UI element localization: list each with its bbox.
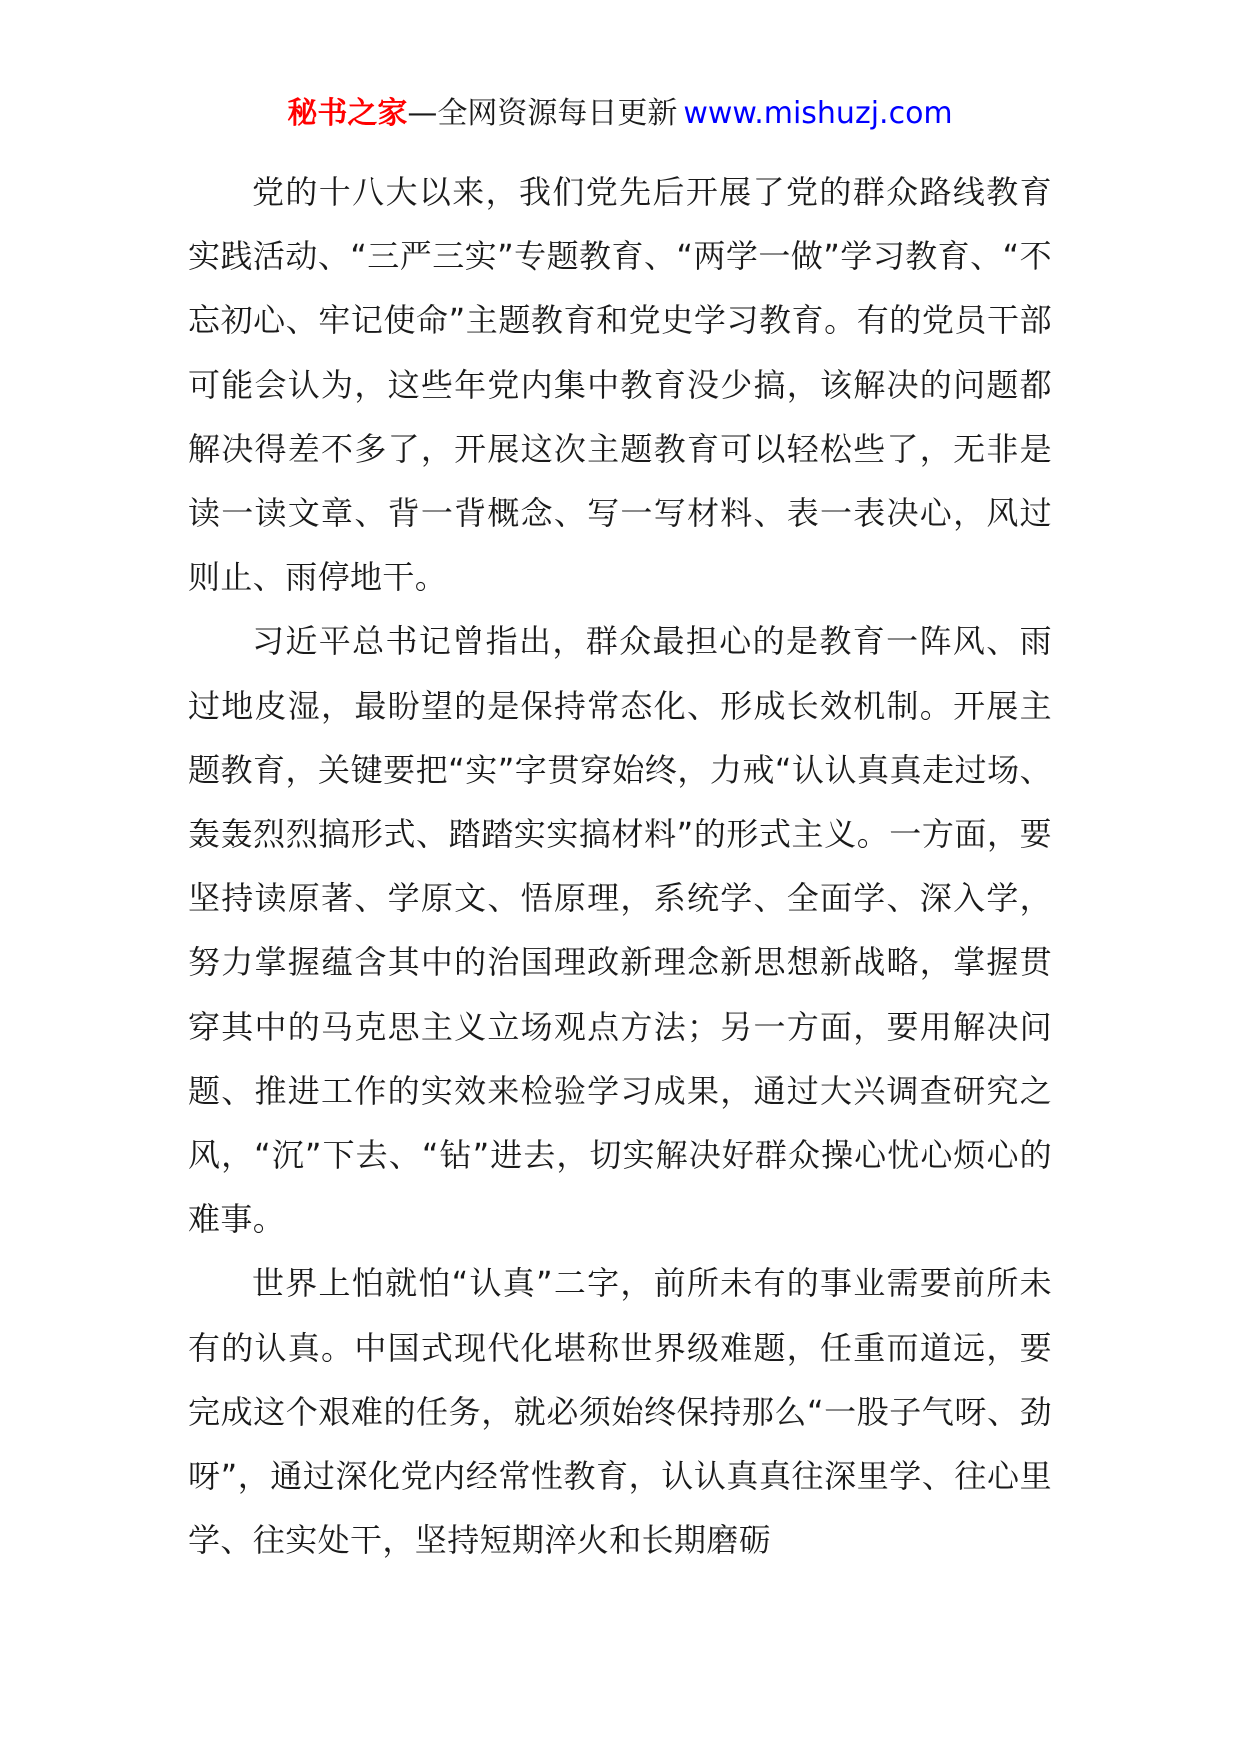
document-body — [188, 160, 1052, 1572]
paragraph-3: 世界上怕就怕“认真”二字，前所未有的事业需要前所未有的认真。中国式现代化堪称世界级难题，任重而道远，要完成这个艰难的任务，就必须始终保持那么“一股子气呀、劲呀”，通过深化党内经常性教育，认认真真往深里学、往心里学、往实处干，坚持短期淬火和长期磨砺 — [188, 1264, 1052, 1560]
paragraph-1: 党的十八大以来，我们党先后开展了党的群众路线教育实践活动、“三严三实”专题教育、“两学一做”学习教育、“不忘初心、牢记使命”主题教育和党史学习教育。有的党员干部可能会认为，这些年党内集中教育没少搞，该解决的问题都解决得差不多了，开展这次主题教育可以轻松些了，无非是读一读文章、背一背概念、写一写材料、表一表决心，风过则止、雨停地干。 — [188, 173, 1052, 597]
paragraph-2: 习近平总书记曾指出，群众最担心的是教育一阵风、雨过地皮湿，最盼望的是保持常态化、形成长效机制。开展主题教育，关键要把“实”字贯穿始终，力戒“认认真真走过场、轰轰烈烈搞形式、踏踏实实搞材料”的形式主义。一方面，要坚持读原著、学原文、悟原理，系统学、全面学、深入学，努力掌握蕴含其中的治国理政新理念新思想新战略，掌握贯穿其中的马克思主义立场观点方法；另一方面，要用解决问题、推进工作的实效来检验学习成果，通过大兴调查研究之风，“沉”下去、“钻”进去，切实解决好群众操心忧心烦心的难事。 — [188, 622, 1052, 1239]
brand-name: 秘书之家 — [287, 96, 408, 131]
header-tagline: —全网资源每日更新 — [407, 96, 678, 131]
page-header — [0, 94, 1240, 134]
site-url-link[interactable]: www.mishuzj.com — [683, 96, 953, 131]
